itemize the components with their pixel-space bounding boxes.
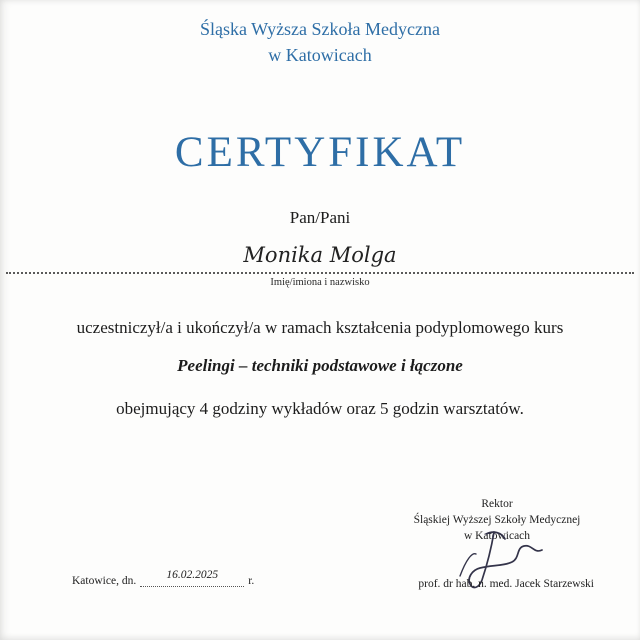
name-dotted-line — [6, 272, 634, 274]
name-caption: Imię/imiona i nazwisko — [270, 277, 370, 288]
place-label: Katowice, dn. — [72, 575, 137, 587]
recipient-name: Monika Molga — [243, 243, 397, 267]
signatory-printed-name: prof. dr hab. n. med. Jacek Starzewski — [418, 578, 594, 590]
institution-name-line2: w Katowicach — [268, 45, 372, 66]
signatory-org-line1: Śląskiej Wyższej Szkoły Medycznej — [413, 514, 581, 527]
date-value: 16.02.2025 — [166, 569, 219, 581]
institution-header — [0, 16, 640, 68]
signatory-role: Rektor — [481, 498, 513, 510]
body-text-line1: uczestniczył/a i ukończył/a w ramach kształcenia podyplomowego kurs — [76, 318, 564, 337]
salutation-label: Pan/Pani — [289, 208, 351, 227]
certificate-title: CERTYFIKAT — [174, 129, 466, 176]
date-dotted-line — [140, 569, 244, 587]
institution-name-line1: Śląska Wyższa Szkoła Medyczna — [199, 19, 440, 39]
course-title: Peelingi – techniki podstawowe i łączone — [177, 356, 463, 375]
body-text-line2: obejmujący 4 godziny wykładów oraz 5 godzin warsztatów. — [116, 399, 524, 418]
date-place-row — [72, 569, 255, 587]
date-suffix: r. — [248, 575, 255, 587]
signatory-org-line2: w Katowicach — [463, 530, 531, 543]
